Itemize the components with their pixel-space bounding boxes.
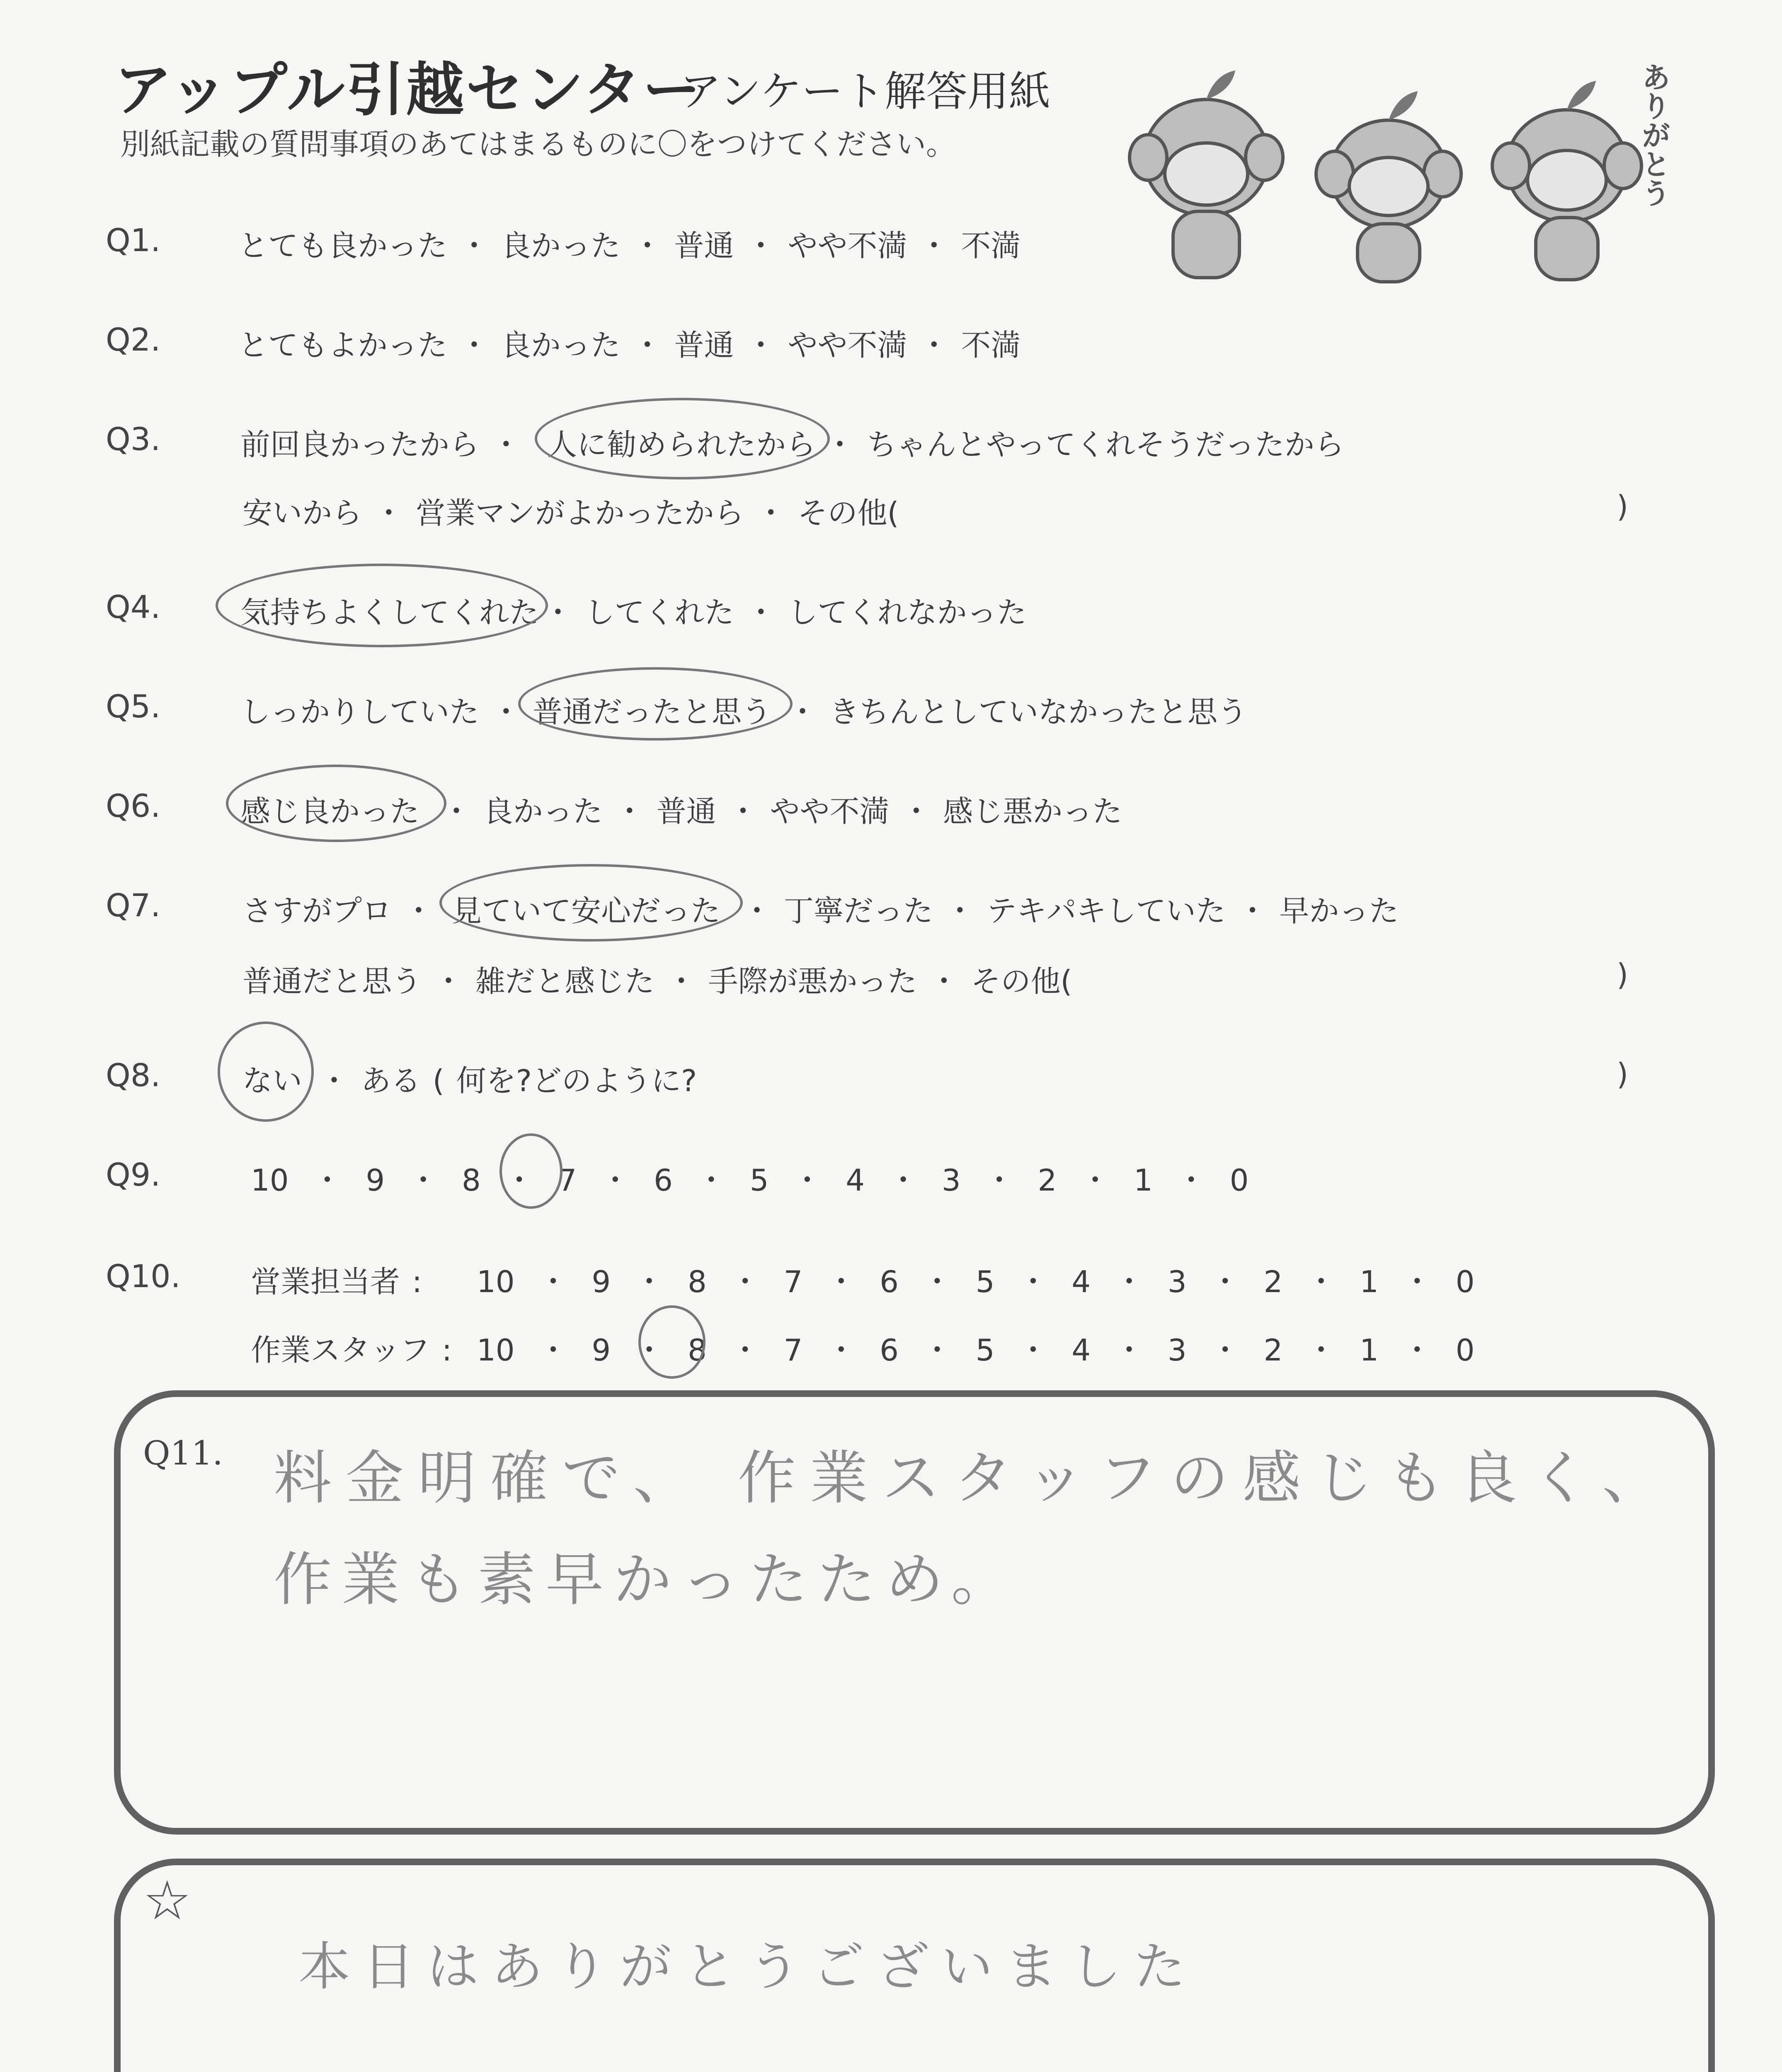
q1-options[interactable]: とても良かった ・ 良かった ・ 普通 ・ やや不満 ・ 不満 [238,228,1021,263]
q3-options-line2[interactable]: 安いから ・ 営業マンがよかったから ・ その他( [242,496,899,530]
q8-option-c[interactable]: ・ ある ( 何を?どのように? [319,1063,697,1098]
q4-selection-circle [216,564,548,647]
q6-option-selected[interactable]: 感じ良かった [240,794,420,829]
q11-handwritten-line2: 作業も素早かったため。 [274,1546,1019,1614]
q3-option-selected[interactable]: 人に勧められたから [547,427,816,462]
star-box-handwritten-text: 本日はありがとうございました [298,1937,1198,1997]
q3-number: Q3. [106,421,161,457]
q11-label: Q11. [143,1434,223,1472]
q3-option-a[interactable]: 前回良かったから ・ [240,427,521,462]
q9-number: Q9. [106,1156,161,1193]
q10-staff-label: 作業スタッフ : [251,1333,452,1368]
q2-options[interactable]: とてもよかった ・ 良かった ・ 普通 ・ やや不満 ・ 不満 [238,328,1021,363]
mascot-caption: ありがとう [1637,62,1671,207]
instruction-text: 別紙記載の質問事項のあてはまるものに〇をつけてください。 [120,127,956,162]
page-subtitle: アンケート解答用紙 [680,67,1050,116]
q6-option-c[interactable]: ・ 良かった ・ 普通 ・ やや不満 ・ 感じ悪かった [441,794,1123,829]
q5-option-c[interactable]: ・ きちんとしていなかったと思う [788,695,1247,729]
q8-close-paren: ) [1617,1057,1629,1092]
q2-number: Q2. [106,321,161,358]
q1-number: Q1. [106,222,161,259]
q6-number: Q6. [106,787,161,824]
q7-close-paren: ) [1617,957,1629,992]
q7-option-a[interactable]: さすがプロ ・ [242,893,434,928]
q10-sales-scale[interactable]: 10 ・ 9 ・ 8 ・ 7 ・ 6 ・ 5 ・ 4 ・ 3 ・ 2 ・ 1 ・ 0 [477,1264,1475,1299]
q5-selection-circle [518,667,793,741]
q8-number: Q8. [106,1057,161,1094]
page-title: アップル引越センター [114,56,703,124]
q9-scale[interactable]: 10 ・ 9 ・ 8 ・ 7 ・ 6 ・ 5 ・ 4 ・ 3 ・ 2 ・ 1 ・ 0 [251,1163,1249,1198]
q7-option-c[interactable]: ・ 丁寧だった ・ テキパキしていた ・ 早かった [742,893,1399,928]
q10-staff-selection-circle [638,1305,706,1379]
q9-selection-circle [499,1133,562,1209]
q8-selection-circle [218,1021,314,1122]
q5-option-a[interactable]: しっかりしていた ・ [240,695,521,729]
q5-number: Q5. [106,688,161,725]
q6-selection-circle [226,765,446,842]
star-label: ☆ [143,1869,192,1932]
q11-handwritten-line1: 料金明確で、 作業スタッフの感じも良く、 [274,1445,1674,1512]
q5-option-selected[interactable]: 普通だったと思う [533,695,772,729]
q4-option-c[interactable]: ・ してくれた ・ してくれなかった [543,595,1027,630]
q3-selection-circle [535,398,830,479]
q8-option-selected[interactable]: ない [242,1063,303,1098]
monkey-mascot-icon [1119,54,1679,286]
q10-staff-scale[interactable]: 10 ・ 9 ・ 8 ・ 7 ・ 6 ・ 5 ・ 4 ・ 3 ・ 2 ・ 1 ・ 0 [477,1333,1475,1368]
q7-options-line2[interactable]: 普通だと思う ・ 雑だと感じた ・ 手際が悪かった ・ その他( [242,964,1072,999]
q4-option-selected[interactable]: 気持ちよくしてくれた [240,595,539,630]
q7-number: Q7. [106,887,161,924]
q10-sales-label: 営業担当者 : [251,1264,422,1299]
q4-number: Q4. [106,588,161,625]
q3-option-c[interactable]: ・ ちゃんとやってくれそうだったから [825,427,1344,462]
q7-selection-circle [439,864,743,942]
q3-close-paren: ) [1617,489,1629,524]
q7-option-selected[interactable]: 見ていて安心だった [452,893,721,928]
q10-number: Q10. [106,1258,181,1295]
